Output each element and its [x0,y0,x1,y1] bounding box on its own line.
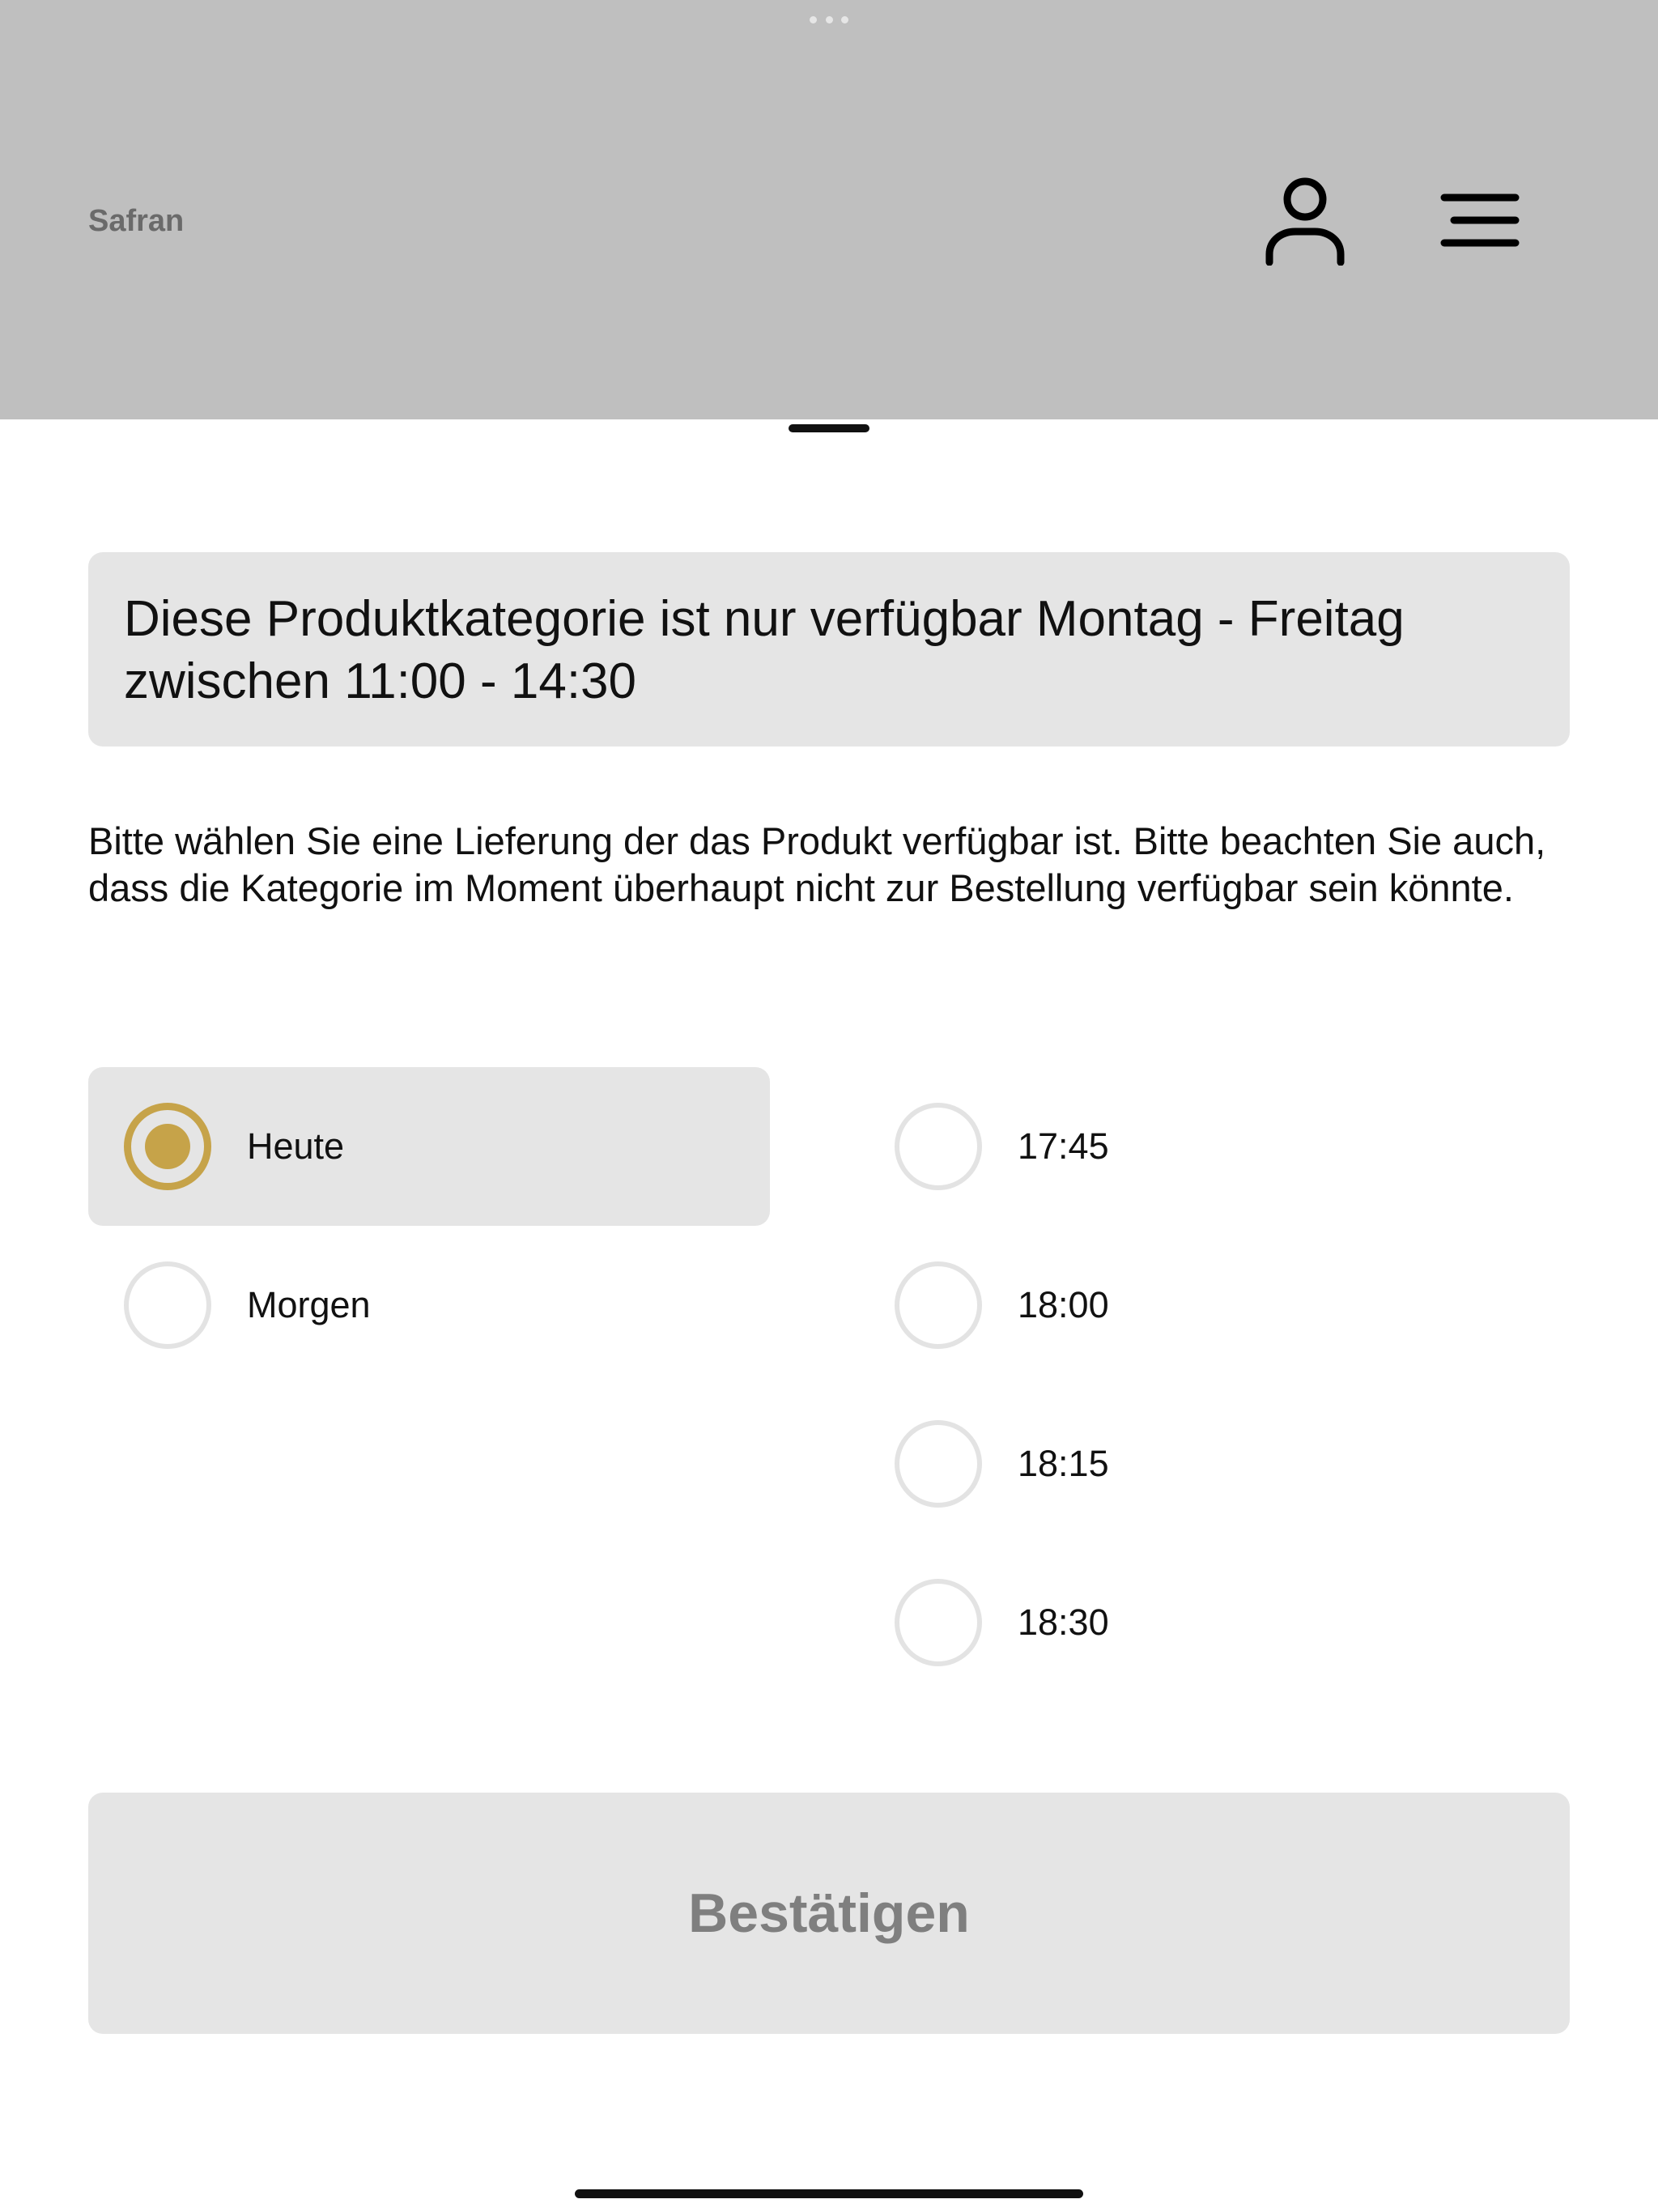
time-option-label: 18:15 [1018,1443,1109,1484]
time-option-1800[interactable] [859,1226,1541,1385]
menu-icon [1438,191,1522,249]
day-option-label: Morgen [247,1284,371,1325]
time-option-1745[interactable] [859,1067,1541,1226]
delivery-info-text: Bitte wählen Sie eine Lieferung der das Produkt verfügbar ist. Bitte beachten Sie auch, dass die Kategorie im Moment überhaupt nicht zur Bestellung verfügbar sein könnte. [88,819,1546,909]
availability-notice [88,552,1570,747]
radio-button[interactable] [895,1261,982,1349]
day-option-label: Heute [247,1125,345,1167]
user-icon [1263,175,1347,266]
time-option-1815[interactable] [859,1385,1541,1543]
profile-button[interactable] [1256,172,1354,269]
time-option-label: 18:30 [1018,1602,1109,1643]
radio-button[interactable] [895,1420,982,1508]
menu-button[interactable] [1431,172,1528,269]
confirm-button[interactable]: Bestätigen [88,1793,1570,2034]
dot [810,16,817,23]
day-option-morgen[interactable] [88,1226,770,1385]
sheet-grabber[interactable] [789,424,869,432]
time-option-label: 18:00 [1018,1284,1109,1325]
radio-button[interactable] [895,1579,982,1666]
dot [826,16,833,23]
day-option-heute[interactable] [88,1067,770,1226]
multitasking-dots[interactable] [810,15,848,24]
time-option-1830[interactable] [859,1543,1541,1702]
home-indicator[interactable] [575,2189,1083,2198]
radio-button[interactable] [124,1261,211,1349]
radio-button[interactable] [895,1103,982,1190]
radio-dot [145,1124,190,1169]
availability-notice-text: Diese Produktkategorie ist nur verfügbar Montag - Freitag zwischen 11:00 - 14:30 [124,591,1405,709]
app-header [0,0,1658,419]
brand-name[interactable]: Safran [88,204,185,238]
radio-button-checked[interactable] [124,1103,211,1190]
dot [841,16,848,23]
time-option-label: 17:45 [1018,1125,1109,1167]
